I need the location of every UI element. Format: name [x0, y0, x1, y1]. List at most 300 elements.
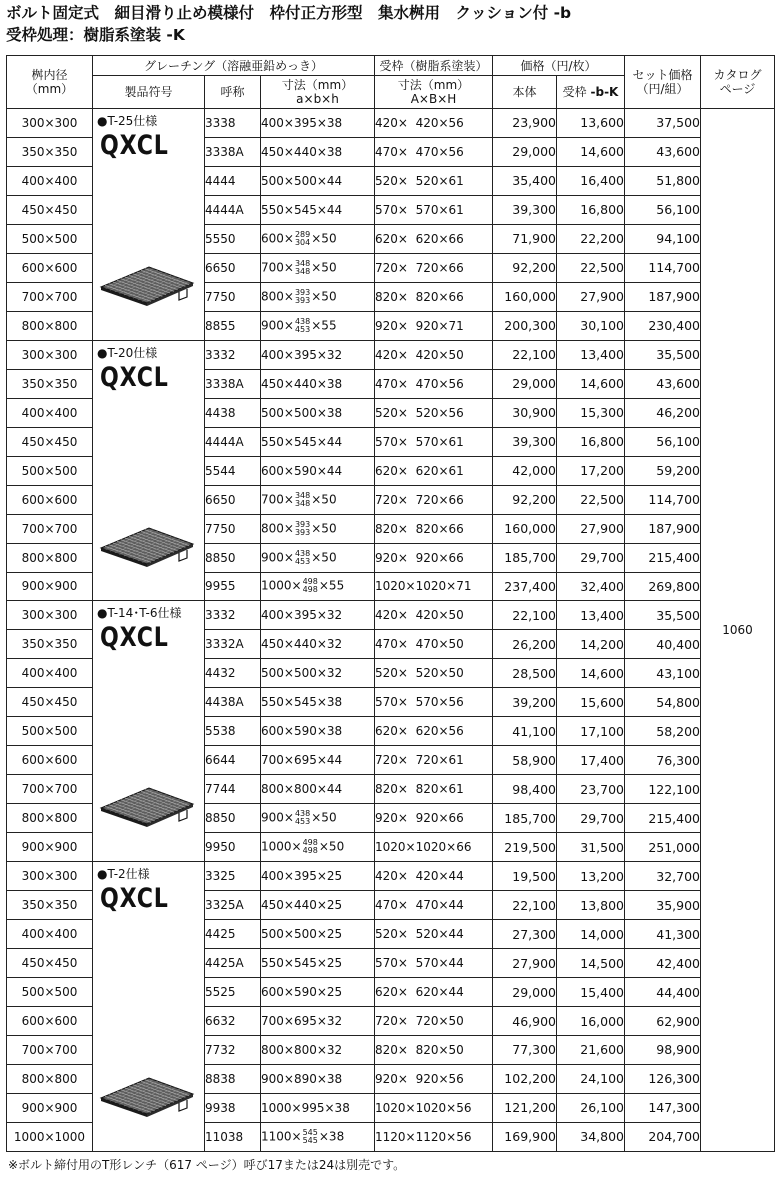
grating-dimension-cell: 450×440×25 [261, 891, 375, 920]
footnote: ※ボルト締付用のT形レンチ（617 ページ）呼び17または24は別売です。 [8, 1158, 406, 1172]
grating-dimension-cell [261, 833, 375, 862]
frame-price-cell: 34,800 [557, 1122, 625, 1151]
frame-dimension-cell: 520× 520×44 [375, 920, 493, 949]
frame-dimension-cell: 470× 470×56 [375, 137, 493, 166]
frame-price-cell: 26,100 [557, 1093, 625, 1122]
fraction-top: 348 [294, 490, 311, 500]
frame-price-cell: 17,200 [557, 456, 625, 485]
product-code: QXCL [100, 622, 169, 654]
grating-dimension-cell [261, 311, 375, 340]
grating-product-image [97, 261, 197, 307]
set-price-cell: 122,100 [625, 775, 701, 804]
body-price-cell: 30,900 [493, 398, 557, 427]
nominal-cell: 8850 [205, 543, 261, 572]
body-price-cell: 46,900 [493, 1007, 557, 1036]
frame-price-cell: 31,500 [557, 833, 625, 862]
frame-price-cell: 14,000 [557, 920, 625, 949]
load-spec-label: ●T-14･T-6仕様 [97, 606, 182, 621]
frame-price-cell: 16,800 [557, 195, 625, 224]
set-price-cell: 62,900 [625, 1007, 701, 1036]
body-price-cell: 22,100 [493, 601, 557, 630]
nominal-cell: 4432 [205, 659, 261, 688]
body-price-cell: 22,100 [493, 891, 557, 920]
dimension-fraction [295, 318, 310, 334]
size-cell: 600×600 [7, 253, 93, 282]
fraction-bottom: 348 [294, 498, 311, 508]
dimension-fraction [295, 492, 310, 508]
nominal-cell: 4425A [205, 949, 261, 978]
size-cell: 350×350 [7, 369, 93, 398]
nominal-cell: 9950 [205, 833, 261, 862]
nominal-cell: 7750 [205, 514, 261, 543]
grating-dimension-cell: 450×440×38 [261, 137, 375, 166]
table-row [7, 601, 775, 630]
set-price-cell: 41,300 [625, 920, 701, 949]
grating-dimension-cell: 600×590×25 [261, 978, 375, 1007]
set-price-cell: 40,400 [625, 630, 701, 659]
frame-dimension-cell: 470× 470×50 [375, 630, 493, 659]
frame-dimension-cell: 820× 820×66 [375, 514, 493, 543]
size-cell: 450×450 [7, 427, 93, 456]
grating-dimension-cell: 1000×995×38 [261, 1093, 375, 1122]
set-price-cell: 46,200 [625, 398, 701, 427]
nominal-cell: 3332 [205, 340, 261, 369]
dimension-fraction [295, 810, 310, 826]
dimension-prefix: 1000× [261, 578, 302, 593]
dimension-prefix: 900× [261, 810, 294, 825]
frame-price-cell: 13,200 [557, 862, 625, 891]
nominal-cell: 3338 [205, 109, 261, 138]
size-cell: 300×300 [7, 340, 93, 369]
grating-dimension-cell: 450×440×38 [261, 369, 375, 398]
nominal-cell: 4444A [205, 427, 261, 456]
grating-dimension-cell: 400×395×32 [261, 340, 375, 369]
nominal-cell: 6632 [205, 1007, 261, 1036]
grating-dimension-cell [261, 514, 375, 543]
nominal-cell: 9955 [205, 572, 261, 601]
frame-dimension-cell: 620× 620×56 [375, 717, 493, 746]
frame-dimension-cell: 1020×1020×71 [375, 572, 493, 601]
product-cell [93, 601, 205, 862]
size-cell: 900×900 [7, 833, 93, 862]
dimension-suffix: ×38 [318, 1129, 345, 1144]
set-price-cell: 32,700 [625, 862, 701, 891]
product-cell [93, 340, 205, 601]
frame-price-cell: 22,200 [557, 224, 625, 253]
load-spec-label: ●T-20仕様 [97, 345, 158, 360]
load-spec-label: ●T-2仕様 [97, 867, 150, 882]
set-price-cell: 43,100 [625, 659, 701, 688]
body-price-cell: 219,500 [493, 833, 557, 862]
grating-dimension-cell [261, 253, 375, 282]
set-price-cell: 44,400 [625, 978, 701, 1007]
product-code: QXCL [100, 130, 169, 161]
set-price-cell: 126,300 [625, 1064, 701, 1093]
nominal-cell: 5550 [205, 224, 261, 253]
body-price-cell: 98,400 [493, 775, 557, 804]
body-price-cell: 22,100 [493, 340, 557, 369]
body-price-cell: 39,300 [493, 427, 557, 456]
dimension-prefix: 800× [261, 521, 294, 536]
body-price-cell: 39,300 [493, 195, 557, 224]
grating-dimension-cell [261, 1122, 375, 1151]
frame-dimension-cell: 520× 520×56 [375, 398, 493, 427]
dimension-suffix: ×50 [311, 810, 337, 825]
frame-price-cell: 29,700 [557, 543, 625, 572]
size-cell: 300×300 [7, 109, 93, 138]
size-cell: 300×300 [7, 601, 93, 630]
fraction-bottom: 393 [294, 527, 311, 537]
grating-dimension-cell [261, 224, 375, 253]
body-price-cell: 26,200 [493, 630, 557, 659]
fraction-top: 289 [294, 229, 311, 239]
size-cell: 900×900 [7, 572, 93, 601]
dimension-prefix: 900× [261, 318, 294, 333]
dimension-suffix: ×50 [318, 839, 345, 854]
set-price-cell: 76,300 [625, 746, 701, 775]
grating-dimension-cell: 800×800×32 [261, 1036, 375, 1065]
dimension-prefix: 800× [261, 289, 294, 304]
frame-dimension-cell: 820× 820×50 [375, 1036, 493, 1065]
frame-price-cell: 23,700 [557, 775, 625, 804]
dimension-fraction [295, 550, 310, 566]
nominal-cell: 4438A [205, 688, 261, 717]
size-cell: 600×600 [7, 1007, 93, 1036]
load-spec-label: ●T-25仕様 [97, 114, 158, 128]
set-price-cell: 59,200 [625, 456, 701, 485]
nominal-cell: 11038 [205, 1122, 261, 1151]
frame-price-cell: 22,500 [557, 253, 625, 282]
size-cell: 500×500 [7, 224, 93, 253]
grating-dimension-cell [261, 543, 375, 572]
frame-dimension-cell: 920× 920×56 [375, 1064, 493, 1093]
frame-dimension-cell: 720× 720×66 [375, 253, 493, 282]
set-price-cell: 215,400 [625, 543, 701, 572]
grating-product-image [97, 782, 197, 828]
size-cell: 450×450 [7, 688, 93, 717]
frame-price-cell: 30,100 [557, 311, 625, 340]
grating-dimension-cell: 600×590×44 [261, 456, 375, 485]
frame-price-cell: 24,100 [557, 1064, 625, 1093]
grating-dimension-cell: 400×395×38 [261, 109, 375, 138]
nominal-cell: 3332A [205, 630, 261, 659]
size-cell: 400×400 [7, 166, 93, 195]
grating-dimension-cell: 400×395×25 [261, 862, 375, 891]
body-price-cell: 58,900 [493, 746, 557, 775]
size-cell: 700×700 [7, 775, 93, 804]
frame-price-cell: 22,500 [557, 485, 625, 514]
set-price-cell: 204,700 [625, 1122, 701, 1151]
body-price-cell: 92,200 [493, 485, 557, 514]
grating-dimension-cell: 550×545×44 [261, 195, 375, 224]
frame-dimension-cell: 470× 470×44 [375, 891, 493, 920]
dimension-fraction [303, 1129, 318, 1145]
frame-price-cell: 14,600 [557, 137, 625, 166]
dimension-fraction [295, 289, 310, 305]
frame-price-cell: 13,400 [557, 340, 625, 369]
frame-price-cell: 13,600 [557, 109, 625, 138]
fraction-top: 438 [294, 809, 311, 819]
frame-dimension-cell: 920× 920×66 [375, 543, 493, 572]
frame-price-cell: 27,900 [557, 282, 625, 311]
frame-price-cell: 14,500 [557, 949, 625, 978]
size-cell: 1000×1000 [7, 1122, 93, 1151]
set-price-cell: 54,800 [625, 688, 701, 717]
frame-dimension-cell: 420× 420×50 [375, 601, 493, 630]
nominal-cell: 8838 [205, 1064, 261, 1093]
set-price-cell: 98,900 [625, 1036, 701, 1065]
size-cell: 500×500 [7, 978, 93, 1007]
fraction-top: 545 [302, 1127, 318, 1137]
dimension-suffix: ×55 [318, 578, 345, 593]
nominal-cell: 7732 [205, 1036, 261, 1065]
frame-price-cell: 13,400 [557, 601, 625, 630]
size-cell: 400×400 [7, 920, 93, 949]
nominal-cell: 3338A [205, 369, 261, 398]
set-price-cell: 43,600 [625, 137, 701, 166]
set-price-cell: 37,500 [625, 109, 701, 138]
body-price-cell: 102,200 [493, 1064, 557, 1093]
size-cell: 500×500 [7, 717, 93, 746]
grating-dimension-cell [261, 572, 375, 601]
price-table [6, 55, 775, 1152]
body-price-cell: 160,000 [493, 282, 557, 311]
fraction-bottom: 498 [302, 585, 318, 595]
frame-dimension-cell: 570× 570×61 [375, 427, 493, 456]
size-cell: 700×700 [7, 1036, 93, 1065]
fraction-bottom: 453 [294, 817, 311, 827]
page-subtitle: 受枠処理：樹脂系塗装 -K [6, 26, 185, 44]
size-cell: 450×450 [7, 949, 93, 978]
frame-price-cell: 16,800 [557, 427, 625, 456]
dimension-fraction [295, 231, 310, 247]
grating-dimension-cell [261, 804, 375, 833]
dimension-prefix: 700× [261, 260, 294, 275]
grating-dimension-cell: 500×500×25 [261, 920, 375, 949]
size-cell: 600×600 [7, 746, 93, 775]
frame-dimension-cell: 570× 570×44 [375, 949, 493, 978]
size-cell: 800×800 [7, 804, 93, 833]
size-cell: 350×350 [7, 891, 93, 920]
set-price-cell: 35,500 [625, 601, 701, 630]
frame-dimension-cell: 720× 720×66 [375, 485, 493, 514]
set-price-cell: 187,900 [625, 514, 701, 543]
frame-dimension-cell: 570× 570×61 [375, 195, 493, 224]
nominal-cell: 8850 [205, 804, 261, 833]
dimension-prefix: 1100× [261, 1129, 302, 1144]
body-price-cell: 185,700 [493, 543, 557, 572]
body-price-cell: 92,200 [493, 253, 557, 282]
fraction-top: 393 [294, 519, 311, 529]
size-cell: 350×350 [7, 630, 93, 659]
dimension-prefix: 900× [261, 550, 294, 565]
frame-dimension-cell: 520× 520×61 [375, 166, 493, 195]
nominal-cell: 3338A [205, 137, 261, 166]
dimension-suffix: ×55 [311, 318, 337, 333]
nominal-cell: 7750 [205, 282, 261, 311]
set-price-cell: 251,000 [625, 833, 701, 862]
nominal-cell: 3325A [205, 891, 261, 920]
set-price-cell: 43,600 [625, 369, 701, 398]
size-cell: 400×400 [7, 398, 93, 427]
frame-price-cell: 14,600 [557, 369, 625, 398]
size-cell: 800×800 [7, 543, 93, 572]
grating-dimension-cell: 700×695×32 [261, 1007, 375, 1036]
set-price-cell: 147,300 [625, 1093, 701, 1122]
body-price-cell: 28,500 [493, 659, 557, 688]
table-row [7, 109, 775, 138]
frame-dimension-cell: 470× 470×56 [375, 369, 493, 398]
grating-image [97, 261, 197, 311]
frame-dimension-cell: 820× 820×66 [375, 282, 493, 311]
product-code: QXCL [100, 883, 169, 915]
size-cell: 800×800 [7, 311, 93, 340]
body-price-cell: 237,400 [493, 572, 557, 601]
nominal-cell: 6650 [205, 253, 261, 282]
set-price-cell: 187,900 [625, 282, 701, 311]
frame-dimension-cell: 420× 420×50 [375, 340, 493, 369]
nominal-cell: 3332 [205, 601, 261, 630]
set-price-cell: 51,800 [625, 166, 701, 195]
frame-dimension-cell: 620× 620×44 [375, 978, 493, 1007]
grating-dimension-cell [261, 282, 375, 311]
nominal-cell: 6644 [205, 746, 261, 775]
frame-price-cell: 16,000 [557, 1007, 625, 1036]
grating-dimension-cell: 500×500×38 [261, 398, 375, 427]
frame-dimension-cell: 1120×1120×56 [375, 1122, 493, 1151]
size-cell: 300×300 [7, 862, 93, 891]
grating-dimension-cell: 800×800×44 [261, 775, 375, 804]
dimension-prefix: 600× [261, 231, 294, 246]
frame-dimension-cell: 820× 820×61 [375, 775, 493, 804]
product-code: QXCL [100, 361, 169, 393]
dimension-prefix: 1000× [261, 839, 302, 854]
nominal-cell: 3325 [205, 862, 261, 891]
dimension-suffix: ×50 [311, 260, 337, 275]
grating-product-image [97, 522, 197, 568]
frame-dimension-cell: 1020×1020×66 [375, 833, 493, 862]
set-price-cell: 56,100 [625, 195, 701, 224]
frame-price-cell: 21,600 [557, 1036, 625, 1065]
size-cell: 800×800 [7, 1064, 93, 1093]
frame-dimension-cell: 620× 620×61 [375, 456, 493, 485]
body-price-cell: 41,100 [493, 717, 557, 746]
fraction-top: 498 [302, 577, 318, 587]
set-price-cell: 56,100 [625, 427, 701, 456]
dimension-suffix: ×50 [311, 231, 337, 246]
body-price-cell: 42,000 [493, 456, 557, 485]
header-catalog-page: カタログ ページ [701, 56, 775, 109]
size-cell: 700×700 [7, 282, 93, 311]
body-price-cell: 29,000 [493, 369, 557, 398]
nominal-cell: 5525 [205, 978, 261, 1007]
frame-dimension-cell: 520× 520×50 [375, 659, 493, 688]
body-price-cell: 19,500 [493, 862, 557, 891]
grating-dimension-cell: 550×545×44 [261, 427, 375, 456]
body-price-cell: 23,900 [493, 109, 557, 138]
header-set-price: セット価格 （円/組） [625, 56, 701, 109]
frame-dimension-cell: 570× 570×56 [375, 688, 493, 717]
fraction-bottom: 304 [294, 237, 311, 247]
dimension-fraction [303, 578, 318, 594]
body-price-cell: 77,300 [493, 1036, 557, 1065]
set-price-cell: 35,500 [625, 340, 701, 369]
header-frame-group: 受枠（樹脂系塗装） [375, 56, 493, 76]
grating-product-image [97, 1072, 197, 1118]
fraction-top: 393 [294, 287, 311, 297]
grating-dimension-cell: 500×500×44 [261, 166, 375, 195]
product-cell [93, 862, 205, 1152]
header-product-code: 製品符号 [93, 76, 205, 109]
frame-price-cell: 15,400 [557, 978, 625, 1007]
dimension-suffix: ×50 [311, 289, 337, 304]
catalog-page-cell: 1060 [701, 109, 775, 1152]
body-price-cell: 200,300 [493, 311, 557, 340]
frame-price-cell: 14,200 [557, 630, 625, 659]
nominal-cell: 4425 [205, 920, 261, 949]
grating-image [97, 782, 197, 832]
dimension-suffix: ×50 [311, 521, 337, 536]
dimension-fraction [295, 521, 310, 537]
set-price-cell: 215,400 [625, 804, 701, 833]
fraction-bottom: 545 [302, 1135, 318, 1145]
table-row [7, 340, 775, 369]
set-price-cell: 58,200 [625, 717, 701, 746]
header-frame-dim: 寸法（mm） A×B×H [375, 76, 493, 109]
fraction-top: 498 [302, 838, 318, 848]
nominal-cell: 5544 [205, 456, 261, 485]
fraction-bottom: 348 [294, 266, 311, 276]
set-price-cell: 42,400 [625, 949, 701, 978]
body-price-cell: 39,200 [493, 688, 557, 717]
set-price-cell: 114,700 [625, 253, 701, 282]
body-price-cell: 160,000 [493, 514, 557, 543]
nominal-cell: 5538 [205, 717, 261, 746]
header-size: 桝内径 （mm） [7, 56, 93, 109]
grating-dimension-cell: 550×545×38 [261, 688, 375, 717]
page-title: ボルト固定式 細目滑り止め模様付 枠付正方形型 集水桝用 クッション付 -b [6, 4, 572, 22]
dimension-fraction [303, 839, 318, 855]
product-cell [93, 109, 205, 341]
grating-image [97, 1072, 197, 1122]
frame-price-cell: 29,700 [557, 804, 625, 833]
size-cell: 700×700 [7, 514, 93, 543]
grating-dimension-cell: 450×440×32 [261, 630, 375, 659]
fraction-top: 348 [294, 258, 311, 268]
header-nominal: 呼称 [205, 76, 261, 109]
body-price-cell: 27,900 [493, 949, 557, 978]
dimension-fraction [295, 260, 310, 276]
frame-dimension-cell: 920× 920×66 [375, 804, 493, 833]
set-price-cell: 114,700 [625, 485, 701, 514]
frame-price-cell: 15,600 [557, 688, 625, 717]
fraction-bottom: 453 [294, 556, 311, 566]
grating-dimension-cell: 700×695×44 [261, 746, 375, 775]
table-row [7, 862, 775, 891]
grating-dimension-cell: 600×590×38 [261, 717, 375, 746]
body-price-cell: 185,700 [493, 804, 557, 833]
frame-price-cell: 17,400 [557, 746, 625, 775]
dimension-prefix: 700× [261, 492, 294, 507]
body-price-cell: 169,900 [493, 1122, 557, 1151]
frame-dimension-cell: 920× 920×71 [375, 311, 493, 340]
nominal-cell: 4438 [205, 398, 261, 427]
size-cell: 350×350 [7, 137, 93, 166]
frame-price-cell: 27,900 [557, 514, 625, 543]
nominal-cell: 7744 [205, 775, 261, 804]
nominal-cell: 6650 [205, 485, 261, 514]
set-price-cell: 269,800 [625, 572, 701, 601]
